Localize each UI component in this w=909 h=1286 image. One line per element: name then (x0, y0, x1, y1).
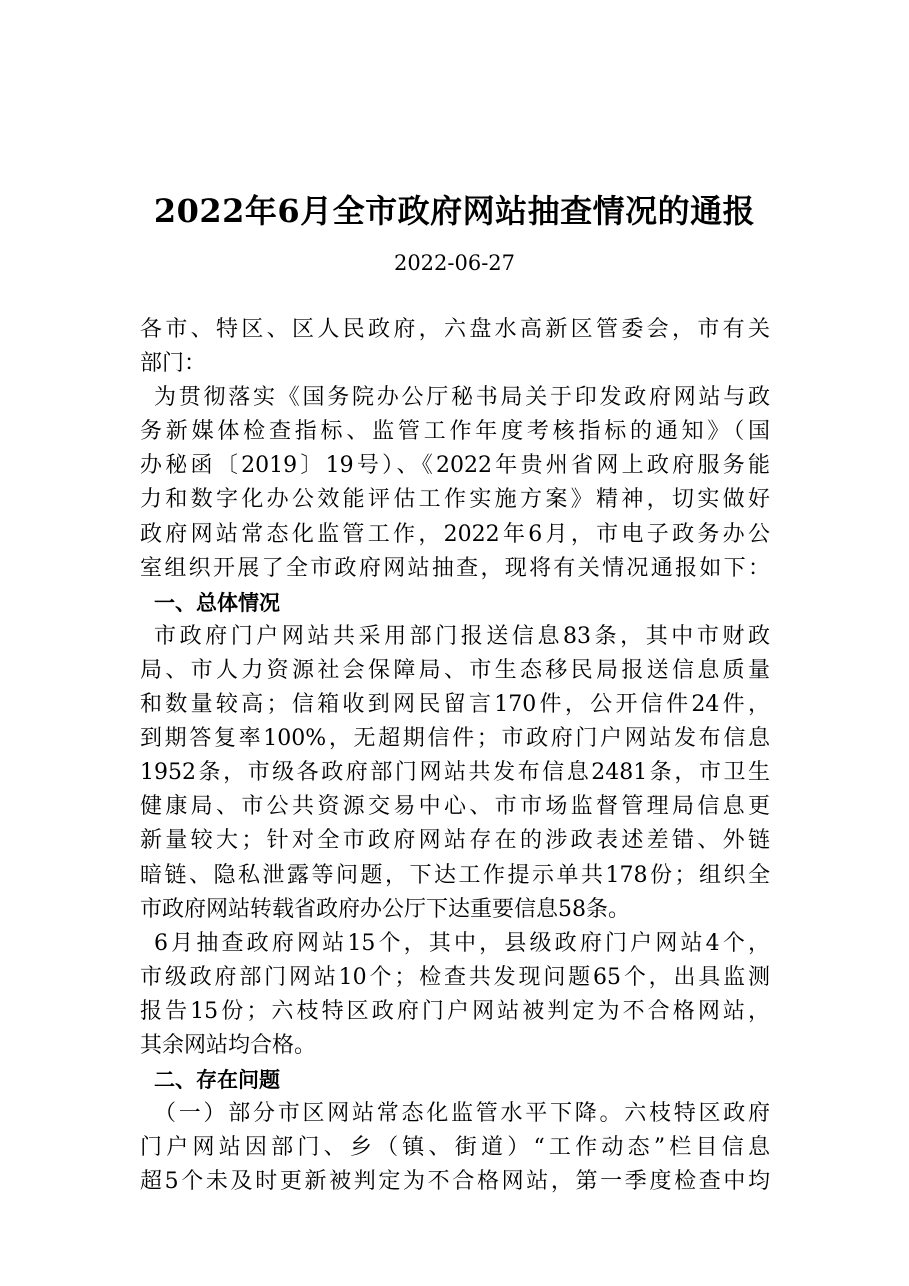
paragraph-line: 局、市人力资源社会保障局、市生态移民局报送信息质量 (140, 657, 770, 683)
salutation-line: 部门： (140, 351, 207, 377)
paragraph-line: 市政府网站转载省政府办公厅下达重要信息58条。 (140, 896, 630, 922)
paragraph-line: 暗链、隐私泄露等问题，下达工作提示单共178份；组织全 (140, 862, 770, 888)
paragraph-line: 新量较大；针对全市政府网站存在的涉政表述差错、外链 (140, 828, 770, 854)
paragraph-line: （一）部分市区网站常态化监管水平下降。六枝特区政府 (154, 1101, 770, 1127)
section-heading: 一、总体情况 (154, 590, 280, 615)
document-title: 2022年6月全市政府网站抽查情况的通报 (153, 192, 756, 230)
paragraph-line: 和数量较高；信箱收到网民留言170件，公开信件24件， (140, 692, 770, 718)
paragraph-line: 室组织开展了全市政府网站抽查，现将有关情况通报如下： (140, 555, 770, 581)
paragraph-line: 力和数字化办公效能评估工作实施方案》精神，切实做好 (140, 487, 770, 513)
paragraph-line: 到期答复率100%，无超期信件；市政府门户网站发布信息 (140, 726, 770, 752)
paragraph-line: 务新媒体检查指标、监管工作年度考核指标的通知》（国 (140, 419, 770, 445)
paragraph-line: 市政府门户网站共采用部门报送信息83条，其中市财政 (154, 623, 770, 649)
paragraph-line: 为贯彻落实《国务院办公厅秘书局关于印发政府网站与政 (154, 385, 770, 411)
paragraph-line: 政府网站常态化监管工作，2022年6月，市电子政务办公 (140, 521, 770, 547)
paragraph-line: 6月抽查政府网站15个，其中，县级政府门户网站4个， (154, 930, 770, 956)
document-date: 2022-06-27 (393, 251, 516, 275)
salutation-line: 各市、特区、区人民政府，六盘水高新区管委会，市有关 (140, 317, 770, 342)
paragraph-line: 门户网站因部门、乡（镇、街道）“工作动态”栏目信息 (140, 1135, 770, 1161)
paragraph-line: 报告15份；六枝特区政府门户网站被判定为不合格网站， (140, 998, 770, 1024)
paragraph-line: 办秘函〔2019〕19号）、《2022年贵州省网上政府服务能 (140, 453, 770, 479)
paragraph-line: 市级政府部门网站10个；检查共发现问题65个，出具监测 (140, 964, 770, 990)
document-body (140, 313, 770, 1199)
section-heading: 二、存在问题 (154, 1068, 280, 1093)
paragraph-line: 健康局、市公共资源交易中心、市市场监督管理局信息更 (140, 794, 770, 820)
paragraph-line: 1952条，市级各政府部门网站共发布信息2481条，市卫生 (140, 760, 770, 786)
paragraph-line: 超5个未及时更新被判定为不合格网站，第一季度检查中均 (140, 1169, 770, 1195)
paragraph-line: 其余网站均合格。 (140, 1032, 317, 1058)
